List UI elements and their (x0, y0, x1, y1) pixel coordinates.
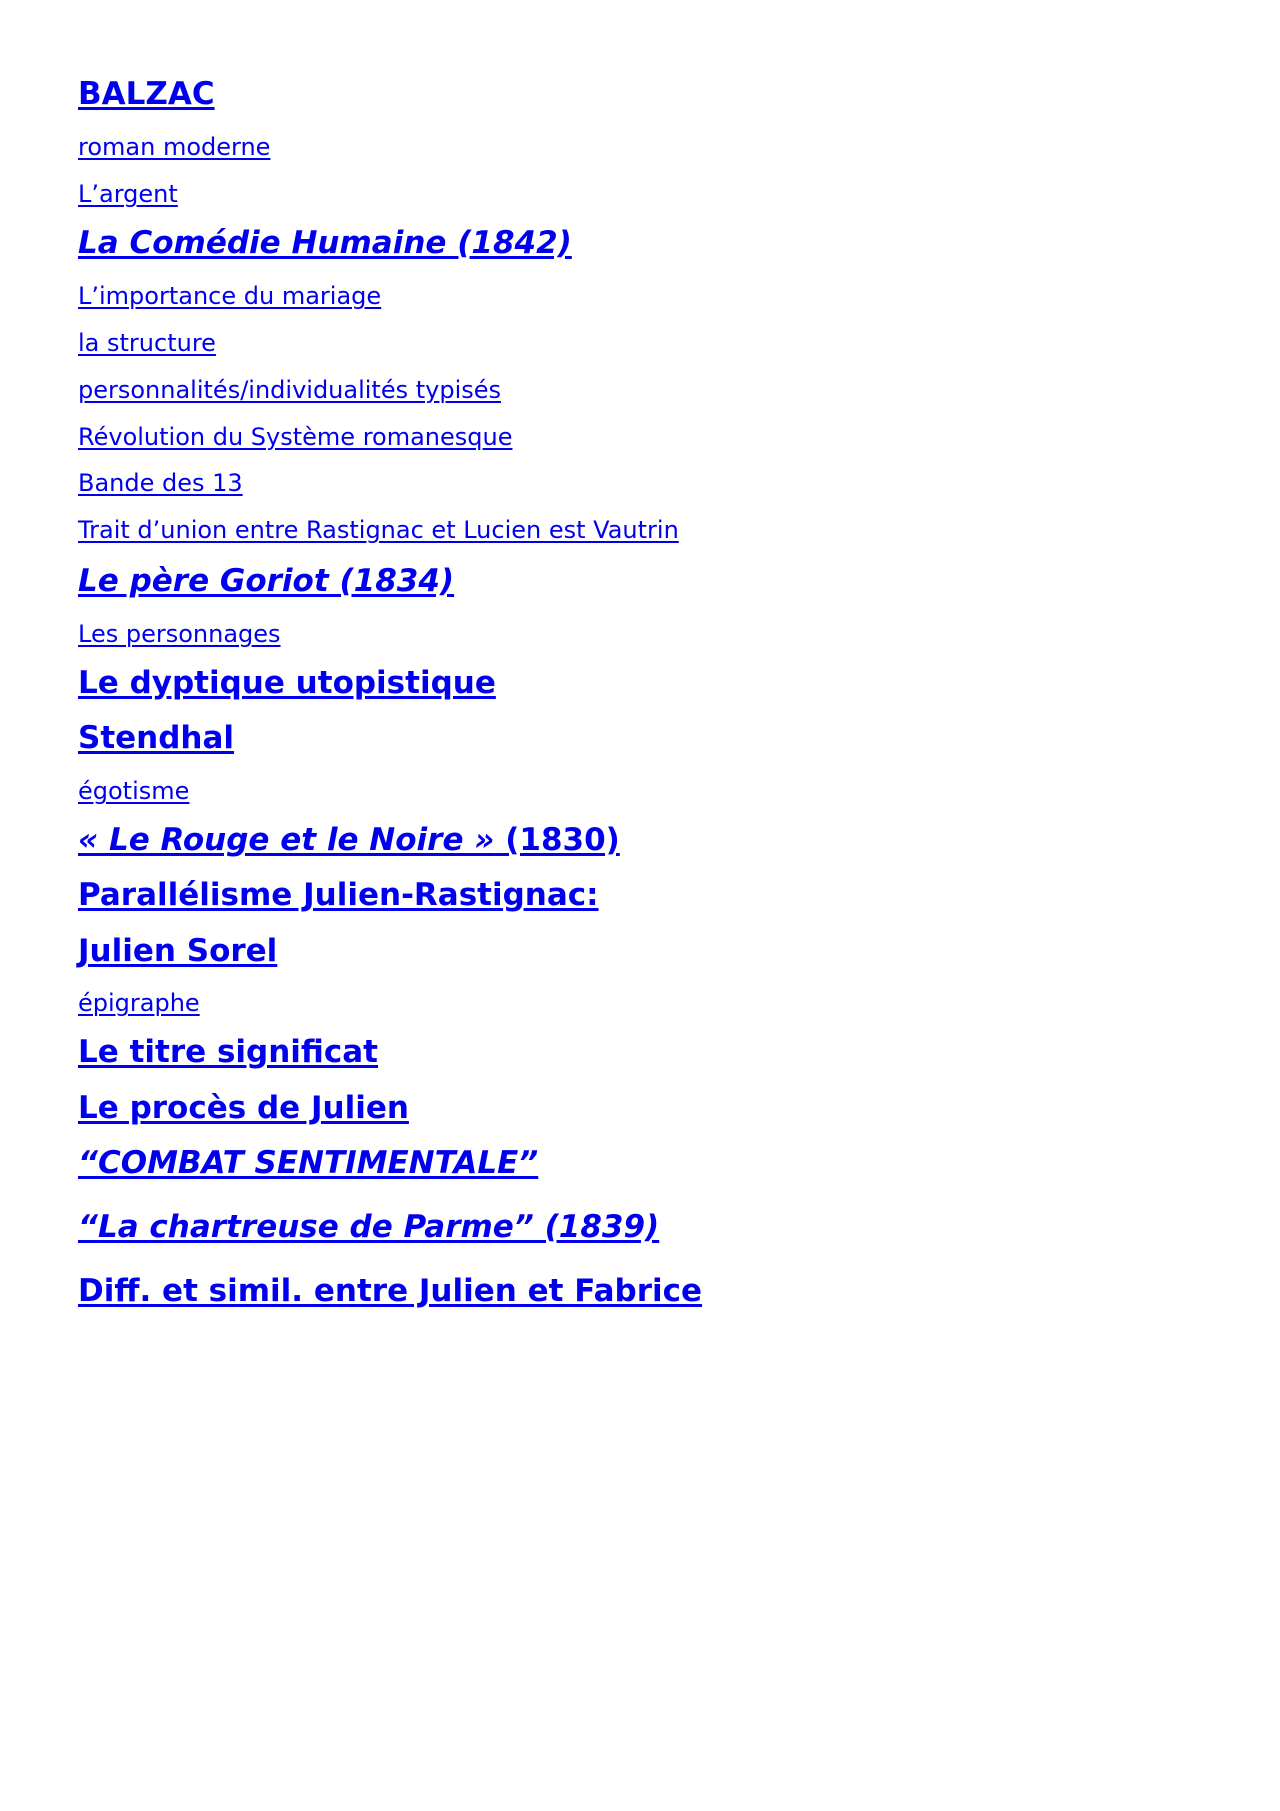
toc-link-argent[interactable]: L’argent (78, 180, 178, 208)
toc-link-egotisme[interactable]: égotisme (78, 777, 190, 805)
toc-link-mariage[interactable]: L’importance du mariage (78, 282, 382, 310)
toc-link-titre-significat[interactable]: Le titre significat (78, 1034, 378, 1070)
toc-link-revolution[interactable]: Révolution du Système romanesque (78, 423, 513, 451)
toc-link-epigraphe[interactable]: épigraphe (78, 989, 200, 1017)
toc-link-diff-simil[interactable]: Diff. et simil. entre Julien et Fabrice (78, 1273, 703, 1309)
toc-link-proces-julien[interactable]: Le procès de Julien (78, 1090, 409, 1126)
toc-link-julien-sorel[interactable]: Julien Sorel (78, 933, 278, 969)
toc-link-comedie-humaine[interactable]: La Comédie Humaine (1842) (78, 225, 572, 261)
toc-link-balzac[interactable]: BALZAC (78, 76, 215, 112)
toc-link-dyptique[interactable]: Le dyptique utopistique (78, 665, 496, 701)
toc-link-combat-sentimentale[interactable]: “COMBAT SENTIMENTALE” (78, 1145, 539, 1181)
toc-link-pere-goriot[interactable]: Le père Goriot (1834) (78, 563, 455, 599)
toc-link-rouge-et-noir[interactable] (78, 822, 620, 858)
toc-link-trait-union[interactable]: Trait d’union entre Rastignac et Lucien est Vautrin (78, 516, 679, 544)
toc-link-bande-des-13[interactable]: Bande des 13 (78, 469, 243, 497)
toc-link-personnages[interactable]: Les personnages (78, 620, 281, 648)
toc-link-personnalites[interactable]: personnalités/individualités typisés (78, 376, 502, 404)
toc-link-stendhal[interactable]: Stendhal (78, 720, 235, 756)
rouge-year: (1830) (494, 822, 620, 858)
toc-link-parallelisme[interactable]: Parallélisme Julien-Rastignac: (78, 877, 599, 913)
toc-link-structure[interactable]: la structure (78, 329, 216, 357)
toc-link-roman-moderne[interactable]: roman moderne (78, 133, 271, 161)
rouge-title: « Le Rouge et le Noire » (78, 822, 495, 858)
toc-link-chartreuse-parme[interactable]: “La chartreuse de Parme” (1839) (78, 1209, 660, 1245)
